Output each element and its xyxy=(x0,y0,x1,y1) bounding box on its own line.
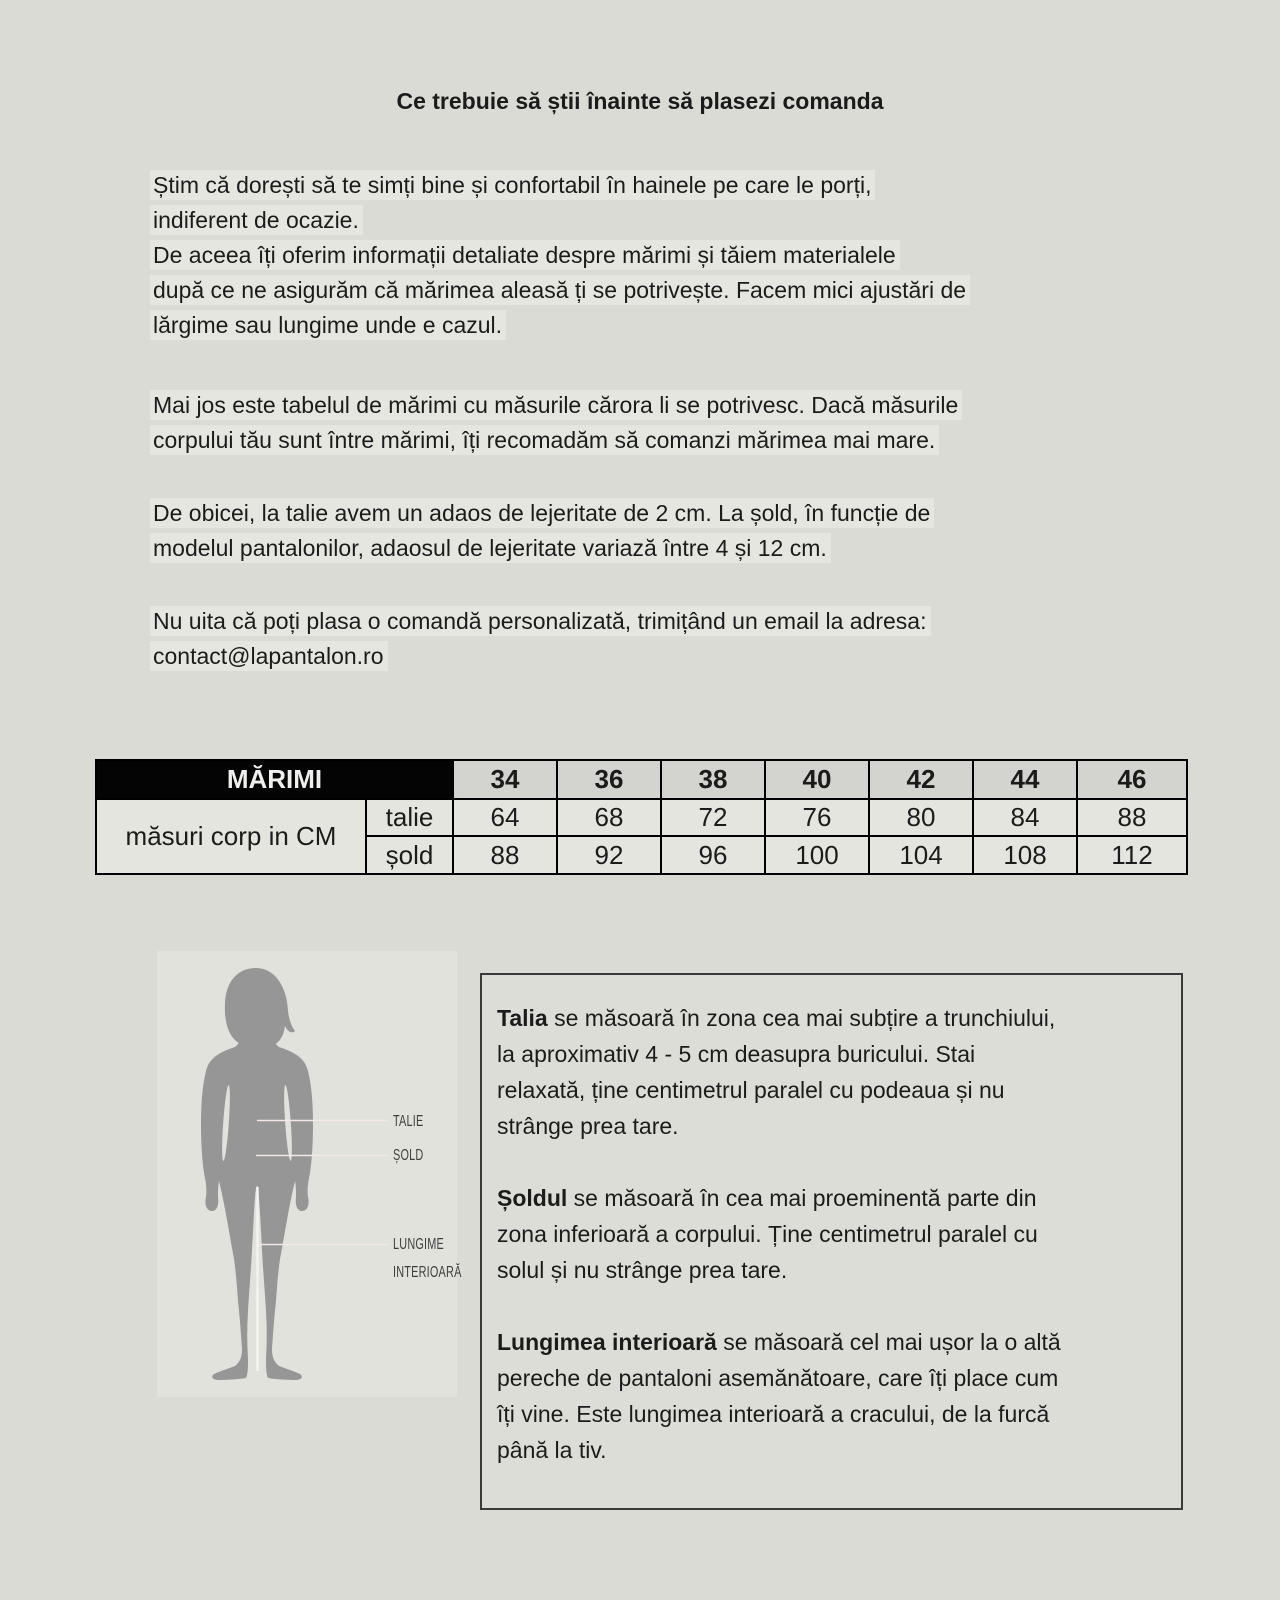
text-span: se măsoară în zona cea mai subțire a trunchiului, xyxy=(547,1005,1056,1031)
size-column-header: 38 xyxy=(661,760,765,799)
size-table xyxy=(95,759,1188,875)
text-line xyxy=(497,1000,1181,1036)
measure-term-talia: Talia xyxy=(497,1005,548,1031)
text-line xyxy=(150,388,1140,423)
text-line-highlight: contact@lapantalon.ro xyxy=(150,641,388,671)
row-label-talie: talie xyxy=(366,799,453,836)
text-line xyxy=(497,1180,1181,1216)
text-line xyxy=(497,1324,1181,1360)
text-line-highlight: lărgime sau lungime unde e cazul. xyxy=(150,310,506,340)
female-silhouette xyxy=(157,951,457,1397)
text-line: relaxată, ține centimetrul paralel cu podeaua și nu xyxy=(497,1077,1005,1103)
text-line xyxy=(150,531,1140,566)
size-column-header: 34 xyxy=(453,760,557,799)
inseam-label-line1: LUNGIME xyxy=(393,1236,444,1253)
text-line xyxy=(150,604,1140,639)
text-line: pereche de pantaloni asemănătoare, care îți place cum xyxy=(497,1365,1059,1391)
text-line-highlight: indiferent de ocazie. xyxy=(150,205,363,235)
table-cell: 68 xyxy=(557,799,661,836)
table-cell: 72 xyxy=(661,799,765,836)
figure-panel xyxy=(157,951,462,1397)
size-column-header: 36 xyxy=(557,760,661,799)
table-cell: 84 xyxy=(973,799,1077,836)
table-cell: 112 xyxy=(1077,836,1187,874)
text-line-highlight: Știm că dorești să te simți bine și confortabil în hainele pe care le porți, xyxy=(150,170,875,200)
text-line: zona inferioară a corpului. Ține centimetrul paralel cu xyxy=(497,1221,1038,1247)
intro-paragraph-4 xyxy=(150,604,1140,674)
size-column-header: 46 xyxy=(1077,760,1187,799)
table-cell: 88 xyxy=(453,836,557,874)
measure-term-lungimea: Lungimea interioară xyxy=(497,1329,717,1355)
table-cell: 88 xyxy=(1077,799,1187,836)
text-line xyxy=(150,273,1140,308)
text-line: la aproximativ 4 - 5 cm deasupra buricului. Stai xyxy=(497,1041,976,1067)
measure-box-waist-paragraph xyxy=(497,1000,1181,1144)
measure-box xyxy=(480,973,1183,1510)
contact-email xyxy=(150,639,1140,674)
text-span: se măsoară cel mai ușor la o altă xyxy=(716,1329,1061,1355)
row-label-sold: șold xyxy=(366,836,453,874)
table-cell: 100 xyxy=(765,836,869,874)
size-column-header: 40 xyxy=(765,760,869,799)
size-table-group-label: măsuri corp in CM xyxy=(96,799,366,874)
size-column-header: 44 xyxy=(973,760,1077,799)
intro-paragraph-3 xyxy=(150,496,1140,566)
intro-paragraph-2 xyxy=(150,388,1140,458)
measure-box-inseam-paragraph xyxy=(497,1324,1181,1468)
text-line xyxy=(150,308,1140,343)
size-column-header: 42 xyxy=(869,760,973,799)
text-line-highlight: după ce ne asigurăm că mărimea aleasă ți se potrivește. Facem mici ajustări de xyxy=(150,275,970,305)
text-line-highlight: modelul pantalonilor, adaosul de lejeritate variază între 4 și 12 cm. xyxy=(150,533,831,563)
size-table-corner-label: MĂRIMI xyxy=(96,760,453,799)
table-cell: 92 xyxy=(557,836,661,874)
text-line-highlight: Nu uita că poți plasa o comandă personalizată, trimițând un email la adresa: xyxy=(150,606,931,636)
text-line: strânge prea tare. xyxy=(497,1113,679,1139)
text-line xyxy=(150,168,1140,203)
text-line-highlight: corpului tău sunt între mărimi, îți recomadăm să comanzi mărimea mai mare. xyxy=(150,425,939,455)
table-row-talie xyxy=(96,799,1187,836)
measure-box-hip-paragraph xyxy=(497,1180,1181,1288)
text-span: se măsoară în cea mai proeminentă parte din xyxy=(567,1185,1037,1211)
table-cell: 96 xyxy=(661,836,765,874)
table-cell: 64 xyxy=(453,799,557,836)
table-cell: 80 xyxy=(869,799,973,836)
page-title: Ce trebuie să știi înainte să plasezi comanda xyxy=(396,88,884,114)
text-line-highlight: De obicei, la talie avem un adaos de lejeritate de 2 cm. La șold, în funcție de xyxy=(150,498,934,528)
inseam-label-line2: INTERIOARĂ xyxy=(393,1264,462,1281)
text-line xyxy=(150,238,1140,273)
table-cell: 104 xyxy=(869,836,973,874)
hip-label: ȘOLD xyxy=(393,1147,424,1164)
silhouette-hair xyxy=(225,968,295,1049)
table-cell: 108 xyxy=(973,836,1077,874)
intro-paragraph-1 xyxy=(150,168,1140,343)
text-line-highlight: De aceea îți oferim informații detaliate despre mărimi și tăiem materialele xyxy=(150,240,900,270)
text-line: solul și nu strânge prea tare. xyxy=(497,1257,788,1283)
text-line-highlight: Mai jos este tabelul de mărimi cu măsurile cărora li se potrivesc. Dacă măsurile xyxy=(150,390,962,420)
waist-label: TALIE xyxy=(393,1113,424,1130)
text-line xyxy=(150,496,1140,531)
text-line: îți vine. Este lungimea interioară a cracului, de la furcă xyxy=(497,1401,1050,1427)
text-line xyxy=(150,423,1140,458)
text-line xyxy=(150,203,1140,238)
table-cell: 76 xyxy=(765,799,869,836)
text-line: până la tiv. xyxy=(497,1437,607,1463)
measure-term-soldul: Șoldul xyxy=(497,1185,568,1211)
